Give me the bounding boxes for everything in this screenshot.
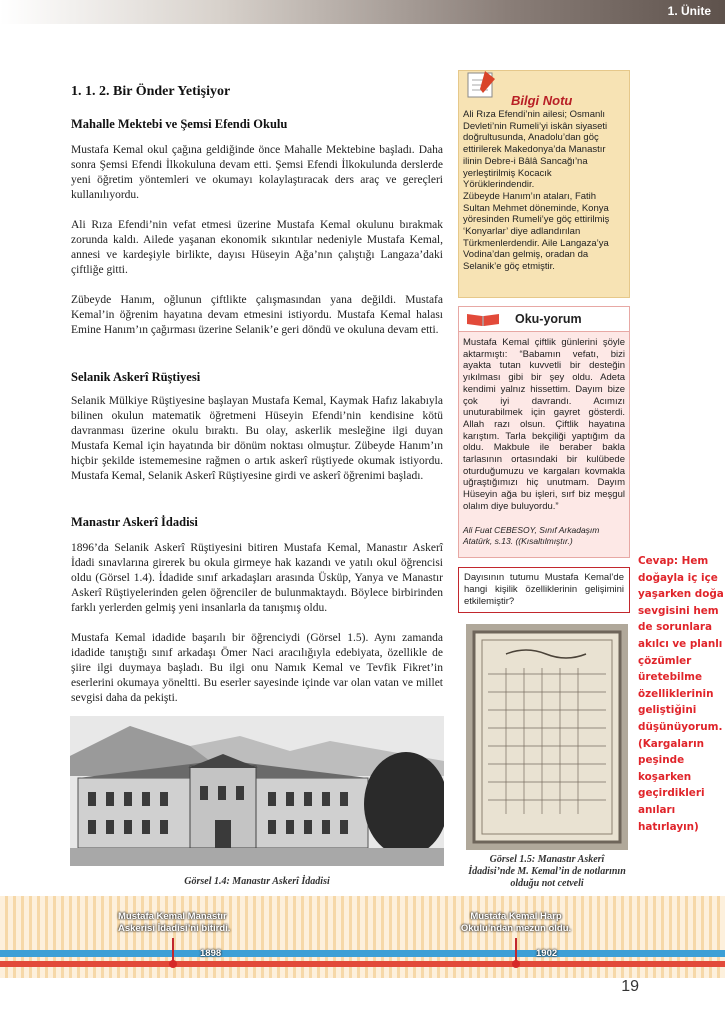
question-box — [458, 567, 630, 613]
question-text: Dayısının tutumu Mustafa Kemal’de hangi kişilik özelliklerinin gelişimini etkilemiştir? — [464, 572, 624, 607]
caption-gorsel-1-5: Görsel 1.5: Manastır Askerî İdadisi’nde M. Kemal’in de notlarının olduğu not cetveli — [468, 854, 626, 889]
timeline-year: 1898 — [200, 948, 222, 959]
timeline-dot — [169, 960, 177, 968]
paragraph: Ali Rıza Efendi’nin ailesi; Osmanlı Devleti’nin Rumeli’yi iskân siyaseti doğrultusunda, Anadolu’dan göç ettirilerek Makedonya’da Manastır ilinin Debre-i Bâlâ Sancağı’na yerleştirilmiş Kocacık Yörüklerindendir. — [463, 109, 608, 191]
subheading-manastir-idadisi: Manastır Askerî İdadisi — [71, 515, 198, 529]
timeline-bar-blue — [0, 950, 725, 957]
bilgi-notu-box — [458, 70, 630, 298]
paragraph: Mustafa Kemal idadide başarılı bir öğrenciydi (Görsel 1.5). Aynı zamanda idadide tanıştığı sınıf arkadaşı Ömer Naci aracılığıyla edebiyata, özellikle de şiire ilgi duymaya başladı. Bu ilgi onu Namık Kemal ve Tevfik Fikret’in eserlerini okumaya yöneltti. Bu eserler sayesinde içinde var olan vatan ve millet sevgisi daha da pekişti. — [71, 632, 443, 704]
bilgi-notu-title: Bilgi Notu — [511, 93, 573, 108]
open-book-icon — [465, 311, 501, 327]
timeline-bar-red — [0, 961, 725, 967]
timeline-year: 1902 — [536, 948, 558, 959]
bilgi-notu-text — [463, 109, 625, 273]
building-photo — [70, 716, 444, 866]
oku-yorum-header — [459, 307, 629, 332]
page-number: 19 — [621, 978, 639, 995]
oku-yorum-text: Mustafa Kemal çiftlik günlerini şöyle aktarmıştı: “Babamın vefatı, bizi ayakta tutan kuvvetli bir desteğin yıkılması gibi bir şey oldu. Adeta kendimi yalnız hissettim. Dayım bize çok iyi davrandı. Acımızı unuturabilmek için gayret gösterdi. Allah razı olsun. Çiftlik hayatına karıştım. Tarla bekçiliği yaptığım da oldu. Makbule ile beraber bakla tarlasının ortasındaki bir kulübede oturduğumuzu ve kargaları kovmakla uğraştığımızı hiç unutmam. Dayım Hüseyin ağa bu işleri, sırf biz meşgul olalım diye buluyordu.” — [463, 337, 625, 512]
paragraph-block-1 — [71, 143, 443, 338]
notepad-icon — [465, 69, 499, 99]
paragraph: Zübeyde Hanım’ın ataları, Fatih Sultan Mehmet döneminde, Konya yöresinden Rumeli’ye göç ettirilmiş ‘Konyarlar’ diye adlandırılan Türkmenlerdendir. Aile Langaza’ya Vodina’dan gelmiş, oradan da Selanik’e göç etmiştir. — [463, 190, 610, 273]
section-title: 1. 1. 2. Bir Önder Yetişiyor — [71, 84, 231, 99]
paragraph: 1896’da Selanik Askerî Rüştiyesini bitiren Mustafa Kemal, Manastır Askerî İdadi sınavlarına girerek bu okula girmeye hak kazandı ve yatılı okul öğrencisi oldu (Görsel 1.4). İdadide sınıf arkadaşları arasında Üsküp, Yanya ve Manastır Askerî Rüştiyelerinden gelen öğrenciler de bulunmaktaydı. Böylece birbirinden farklı yerlerden gelmiş yeni insanlarla da tanışmış oldu. — [71, 542, 443, 614]
handwritten-answer: Cevap: Hem doğayla iç içe yaşarken doğa sevgisini hem de sorunlara akılcı ve planlı çözümler üretebilme özelliklerinin geliştiğini düşünüyorum. (Kargaların peşinde koşarken geçirdikleri anıları hatırlayın) — [638, 555, 724, 833]
paragraph-block-3 — [71, 541, 443, 706]
oku-yorum-box — [458, 306, 630, 558]
oku-yorum-source: Ali Fuat CEBESOY, Sınıf Arkadaşım Atatürk, s.13. ((Kısaltılmıştır.) — [463, 525, 600, 546]
caption-gorsel-1-4: Görsel 1.4: Manastır Askerî İdadisi — [184, 876, 330, 887]
top-header-bar — [0, 0, 725, 24]
oku-yorum-title: Oku-yorum — [515, 312, 582, 326]
timeline-event-label: Mustafa Kemal Manastır Askerisi İdadisi’ni bitirdi. — [118, 911, 231, 934]
paragraph: Ali Rıza Efendi’nin vefat etmesi üzerine Mustafa Kemal okulunu bırakmak zorunda kaldı. Ailede yaşanan ekonomik sıkıntılar nedeniyle Mustafa Kemal, annesi ve kardeşiyle birlikte, dayısı Hüseyin Ağa’nın çalıştığı Langaza’daki çiftliğe gitti. — [71, 219, 443, 276]
subheading-selanik-rustiyesi: Selanik Askerî Rüştiyesi — [71, 370, 201, 384]
timeline-dot — [512, 960, 520, 968]
paragraph: Mustafa Kemal okul çağına geldiğinde önce Mahalle Mektebine başladı. Daha sonra Şemsi Efendi İlkokuluna devam etti. Şemsi Efendi İlkokulunda derslerde yeni öğretim yöntemleri ve okumayı kolaylaştıracak ders araç ve gereçleri kullanılıyordu. — [71, 144, 443, 201]
paragraph: Zübeyde Hanım, oğlunun çiftlikte çalışmasından yana değildi. Mustafa Kemal’in öğrenim hayatına devam etmesini istiyordu. Mustafa Kemal halası Emine Hanım’ın çağırması üzerine Selanik’e geri döndü ve okuluna devam etti. — [71, 294, 443, 336]
subheading-mahalle-mektebi: Mahalle Mektebi ve Şemsi Efendi Okulu — [71, 117, 288, 131]
paragraph-block-2 — [71, 394, 443, 484]
timeline-event-label: Mustafa Kemal Harp Okulu’ndan mezun oldu. — [460, 911, 572, 934]
paragraph: Selanik Mülkiye Rüştiyesine başlayan Mustafa Kemal, Kaymak Hafız lakabıyla bilinen okulun matematik öğretmeni Hüseyin Efendi’nin kendisine kötü davranması üzerine okulu bıraktı. Bu olay, askerlik mesleğine ilgi duyan Mustafa Kemal için hayatında bir dönüm noktası olmuştur. Zübeyde Hanım’ın hiçbir şekilde istememesine rağmen o artık askerî rüştiyede okumak istiyordu. Mustafa Kemal, Selanik Askerî Rüştiyesine girdi ve askerî öğrenimi başladı. — [71, 395, 443, 482]
grade-sheet-photo — [466, 624, 628, 850]
unit-label: 1. Ünite — [667, 4, 711, 18]
